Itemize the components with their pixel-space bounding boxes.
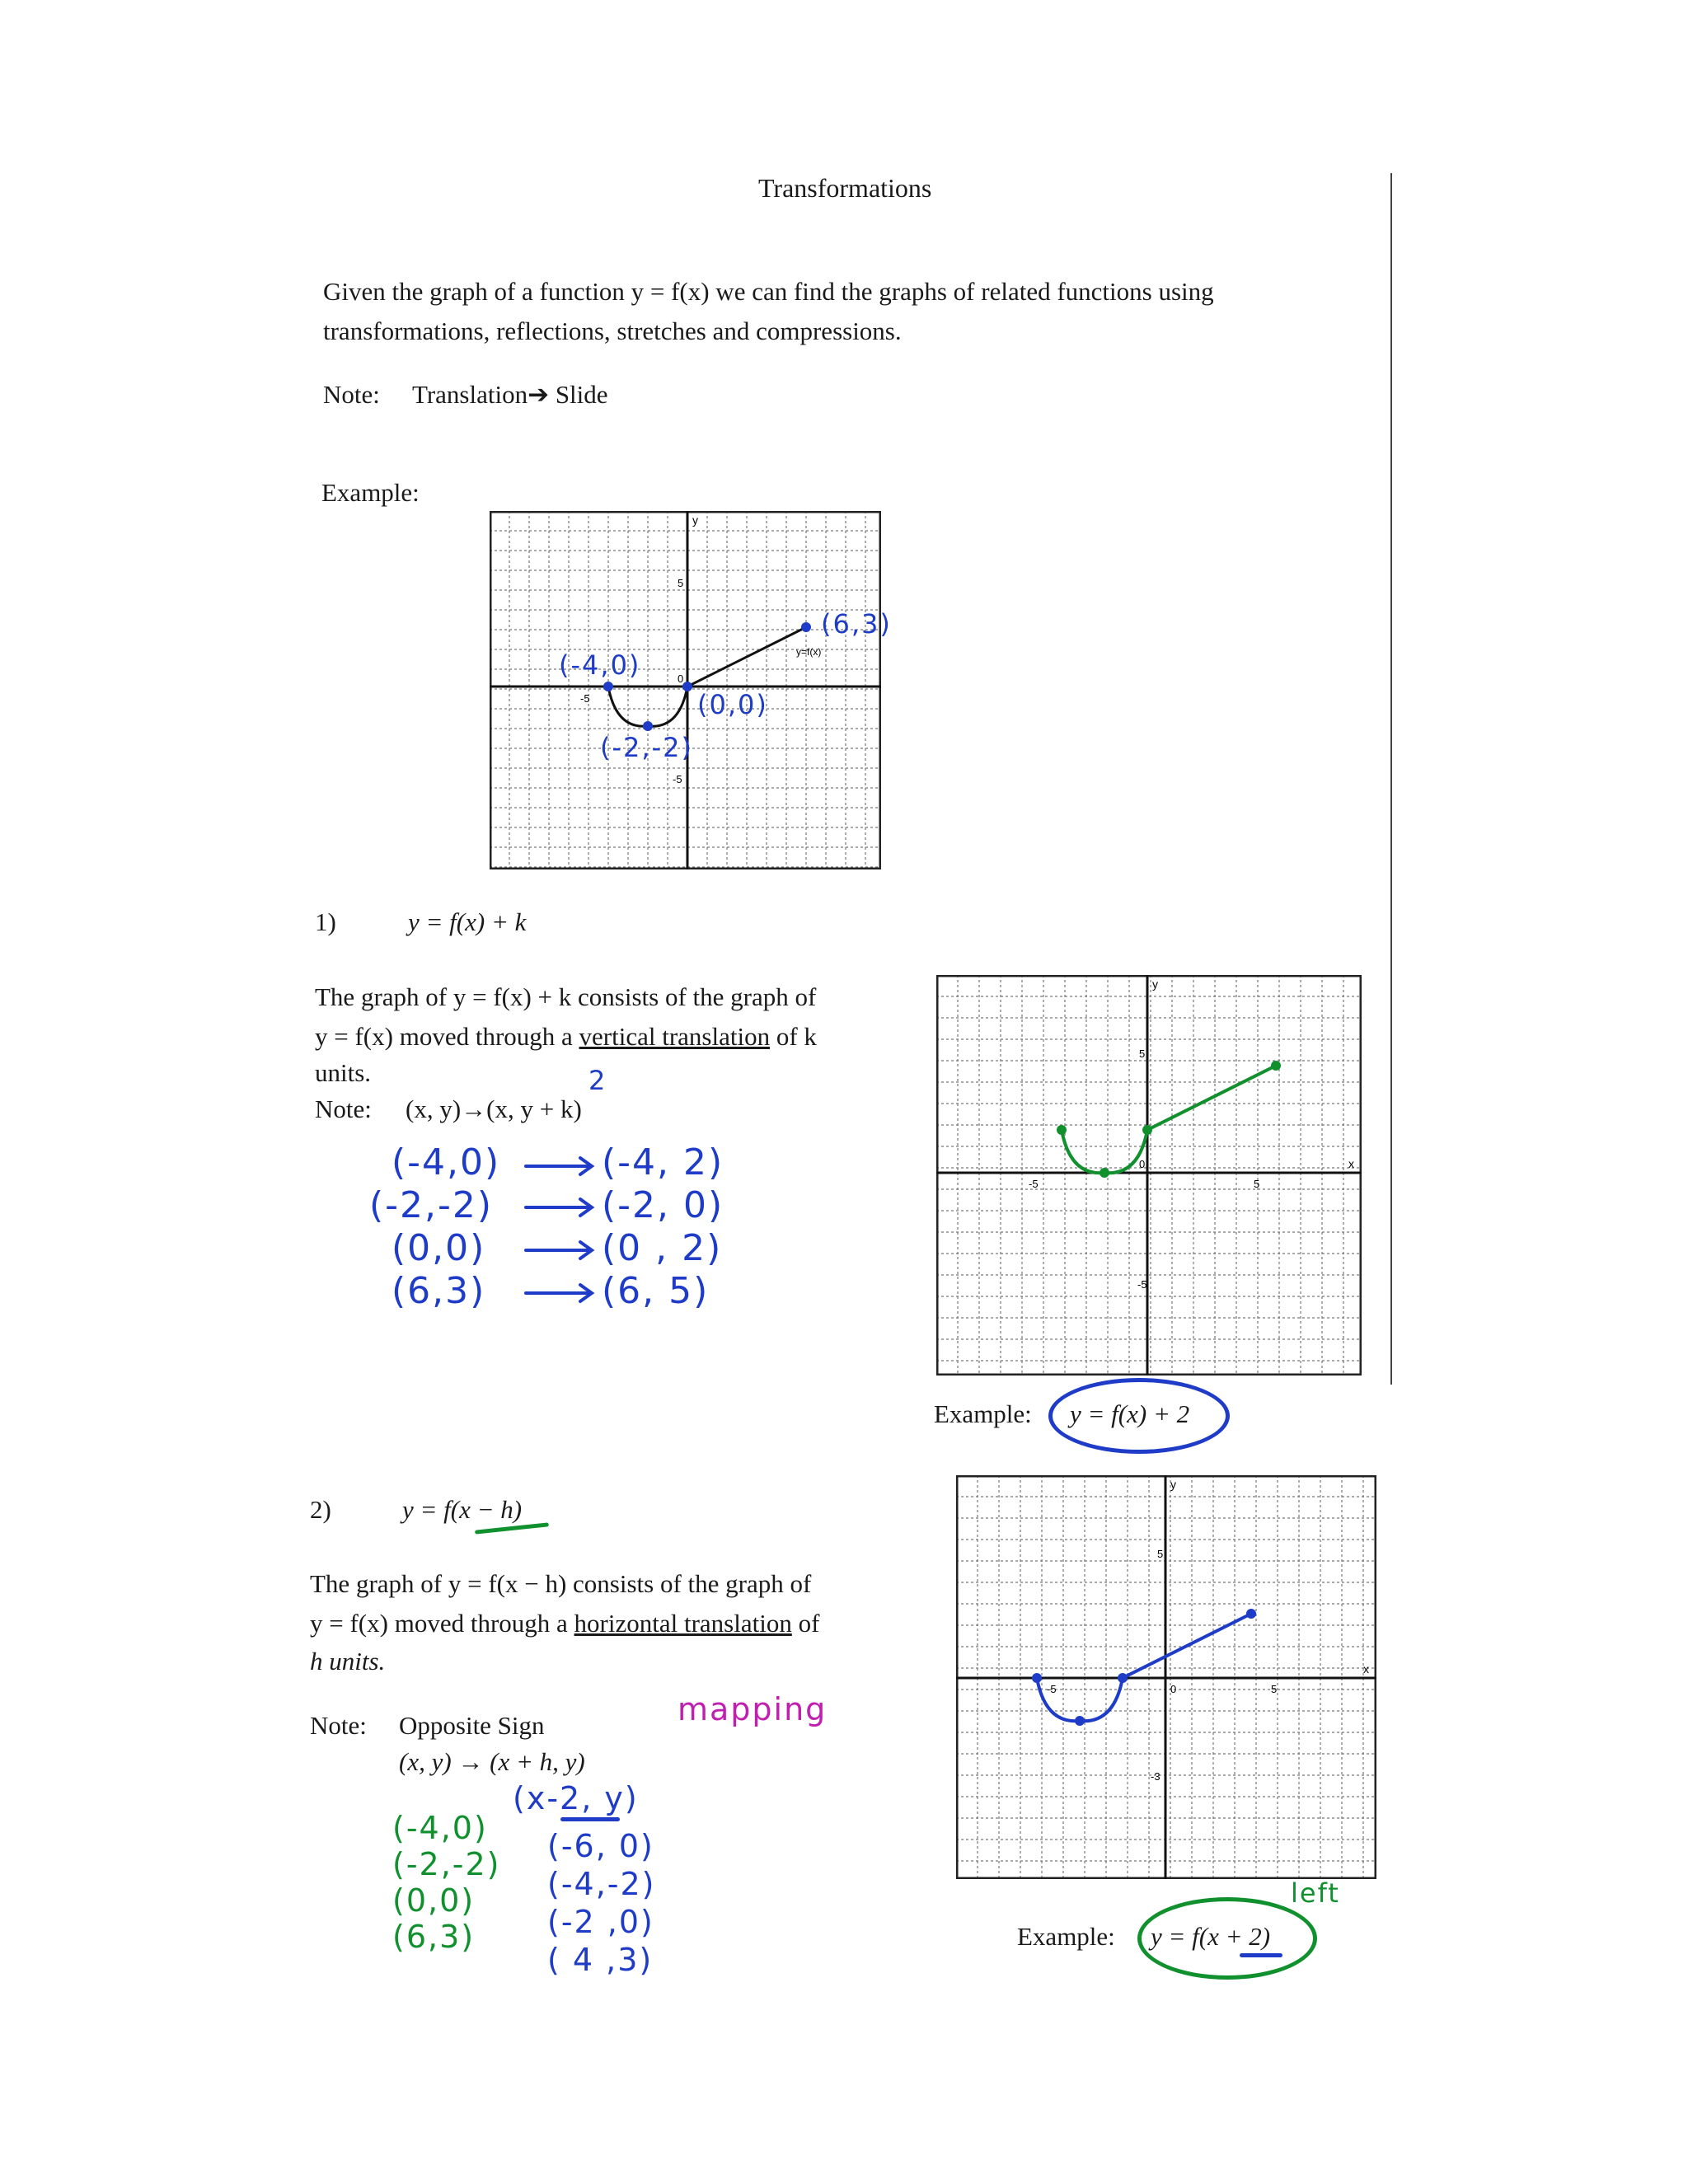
s1-example-label: Example: xyxy=(934,1399,1032,1428)
s1-tick-5-x: 5 xyxy=(1254,1178,1260,1190)
curve-point-0 xyxy=(603,682,613,691)
section2-desc-1: The graph of y = f(x − h) consists of the graph of xyxy=(310,1569,812,1598)
section1-desc-1: The graph of y = f(x) + k consists of the graph of xyxy=(315,982,817,1011)
curve-point-0 xyxy=(1032,1673,1042,1683)
s1-tick-neg5-x: -5 xyxy=(1029,1178,1039,1190)
intro-line-1: Given the graph of a function y = f(x) we can find the graphs of related functions using xyxy=(323,277,1214,306)
curve-point-2 xyxy=(1118,1673,1128,1683)
section1-formula: y = f(x) + k xyxy=(408,907,527,936)
s1-map-right-0: (-4, 2) xyxy=(602,1141,724,1183)
page-edge-rule xyxy=(1390,173,1392,1385)
example-fn-label: y=f(x) xyxy=(796,646,822,658)
section1-number: 1) xyxy=(315,907,336,936)
s2-function-curve xyxy=(1037,1614,1251,1721)
section1-desc-2 xyxy=(315,1017,817,1057)
section2-desc-3: h units. xyxy=(310,1647,386,1675)
ex-annot-6-3: (6,3) xyxy=(821,608,892,640)
s1-tick-neg5: -5 xyxy=(1137,1278,1147,1291)
section1-note-mapping: (x, y)→(x, y + k) xyxy=(406,1094,582,1123)
s1-map-left-1: (-2,-2) xyxy=(369,1184,494,1226)
s2-map-right-2: (-2 ,0) xyxy=(547,1904,654,1940)
section2-graph xyxy=(956,1475,1376,1879)
curve-point-3 xyxy=(1271,1061,1281,1071)
s1-origin: 0 xyxy=(1139,1158,1146,1170)
s1-map-left-0: (-4,0) xyxy=(392,1141,501,1183)
curve-point-3 xyxy=(1246,1609,1256,1619)
s2-x-axis-label: x xyxy=(1363,1662,1369,1675)
curve-point-1 xyxy=(643,721,653,731)
s1-map-right-2: (0 , 2) xyxy=(602,1227,723,1269)
s2-map-right-3: ( 4 ,3) xyxy=(547,1942,654,1978)
s1-x-axis-label: x xyxy=(1348,1157,1354,1170)
s1-y-axis-label: y xyxy=(1152,977,1158,991)
section1-desc-3: units. xyxy=(315,1058,372,1087)
s2-tick-neg5-x: -5 xyxy=(1047,1683,1057,1695)
s2-map-left-2: (0,0) xyxy=(392,1882,476,1919)
page-title: Transformations xyxy=(758,173,932,203)
example-origin: 0 xyxy=(678,673,684,685)
s1-map-right-3: (6, 5) xyxy=(602,1270,710,1312)
section1-desc-2-underlined: vertical translation xyxy=(579,1022,771,1051)
ex-annot-0-0: (0,0) xyxy=(697,689,768,720)
s2-y-axis-label: y xyxy=(1170,1478,1176,1491)
intro-line-2: transformations, reflections, stretches and compressions. xyxy=(323,316,902,345)
curve-point-3 xyxy=(801,622,811,632)
s1-map-left-3: (6,3) xyxy=(392,1270,486,1312)
curve-point-2 xyxy=(682,682,692,691)
example-tick-neg5-x: -5 xyxy=(580,692,590,705)
s2-map-left-3: (6,3) xyxy=(392,1919,476,1955)
curve-point-0 xyxy=(1057,1125,1067,1135)
s2-left-note: left xyxy=(1291,1877,1340,1909)
section2-handwritten-rule: (x-2, y) xyxy=(513,1780,639,1816)
ex-annot-neg2-neg2: (-2,-2) xyxy=(600,732,693,763)
s2-map-right-0: (-6, 0) xyxy=(547,1828,654,1864)
section2-desc-2-underlined: horizontal translation xyxy=(574,1609,792,1638)
section2-note-opposite-sign: Opposite Sign xyxy=(399,1711,545,1740)
example-graph xyxy=(490,511,881,869)
section2-desc-2 xyxy=(310,1604,819,1643)
section2-formula: y = f(x − h) xyxy=(402,1495,523,1524)
s2-map-right-1: (-4,-2) xyxy=(547,1866,656,1902)
s2-tick-5-x: 5 xyxy=(1271,1683,1278,1695)
curve-point-1 xyxy=(1075,1716,1085,1726)
s1-map-right-1: (-2, 0) xyxy=(602,1184,724,1226)
s2-tick-neg3: -3 xyxy=(1151,1770,1160,1783)
s2-origin: 0 xyxy=(1170,1683,1177,1695)
s2-map-left-1: (-2,-2) xyxy=(392,1846,501,1882)
s1-example-formula: y = f(x) + 2 xyxy=(1070,1399,1190,1428)
s2-example-formula: y = f(x + 2) xyxy=(1151,1922,1271,1951)
curve-point-1 xyxy=(1100,1168,1109,1178)
s2-tick-5: 5 xyxy=(1157,1548,1164,1560)
section2-note-mapping: (x, y) → (x + h, y) xyxy=(399,1747,585,1776)
s1-map-left-2: (0,0) xyxy=(392,1227,486,1269)
s2-rule-underline xyxy=(560,1817,620,1821)
s2-example-label: Example: xyxy=(1017,1922,1115,1951)
section1-desc-2-pre: y = f(x) moved through a xyxy=(315,1022,573,1051)
section2-note-label: Note: xyxy=(310,1711,367,1740)
s2-map-left-0: (-4,0) xyxy=(392,1810,488,1846)
section1-handwritten-k: 2 xyxy=(588,1065,607,1096)
section2-mapping-label: mapping xyxy=(678,1691,828,1727)
s1-tick-5: 5 xyxy=(1139,1047,1146,1060)
section1-graph xyxy=(936,975,1362,1376)
section1-desc-2-post: of k xyxy=(776,1022,817,1051)
example-tick-neg5: -5 xyxy=(673,773,682,785)
s1-mapping-arrows xyxy=(519,1150,602,1331)
example-tick-5: 5 xyxy=(678,577,684,589)
example-label: Example: xyxy=(321,478,420,507)
section2-desc-2-post: of xyxy=(798,1609,820,1638)
s2-example-circle xyxy=(1137,1897,1317,1980)
note-label: Note: xyxy=(323,380,380,409)
curve-point-2 xyxy=(1142,1125,1152,1135)
section1-note-label: Note: xyxy=(315,1094,372,1123)
example-y-axis-label: y xyxy=(692,513,698,527)
ex-annot-neg4-0: (-4,0) xyxy=(559,649,641,681)
note-translation-slide: Translation➔ Slide xyxy=(412,380,608,409)
s1-example-circle xyxy=(1048,1378,1230,1454)
s2-example-underline xyxy=(1240,1953,1282,1957)
section2-number: 2) xyxy=(310,1495,331,1524)
section2-desc-2-pre: y = f(x) moved through a xyxy=(310,1609,568,1638)
